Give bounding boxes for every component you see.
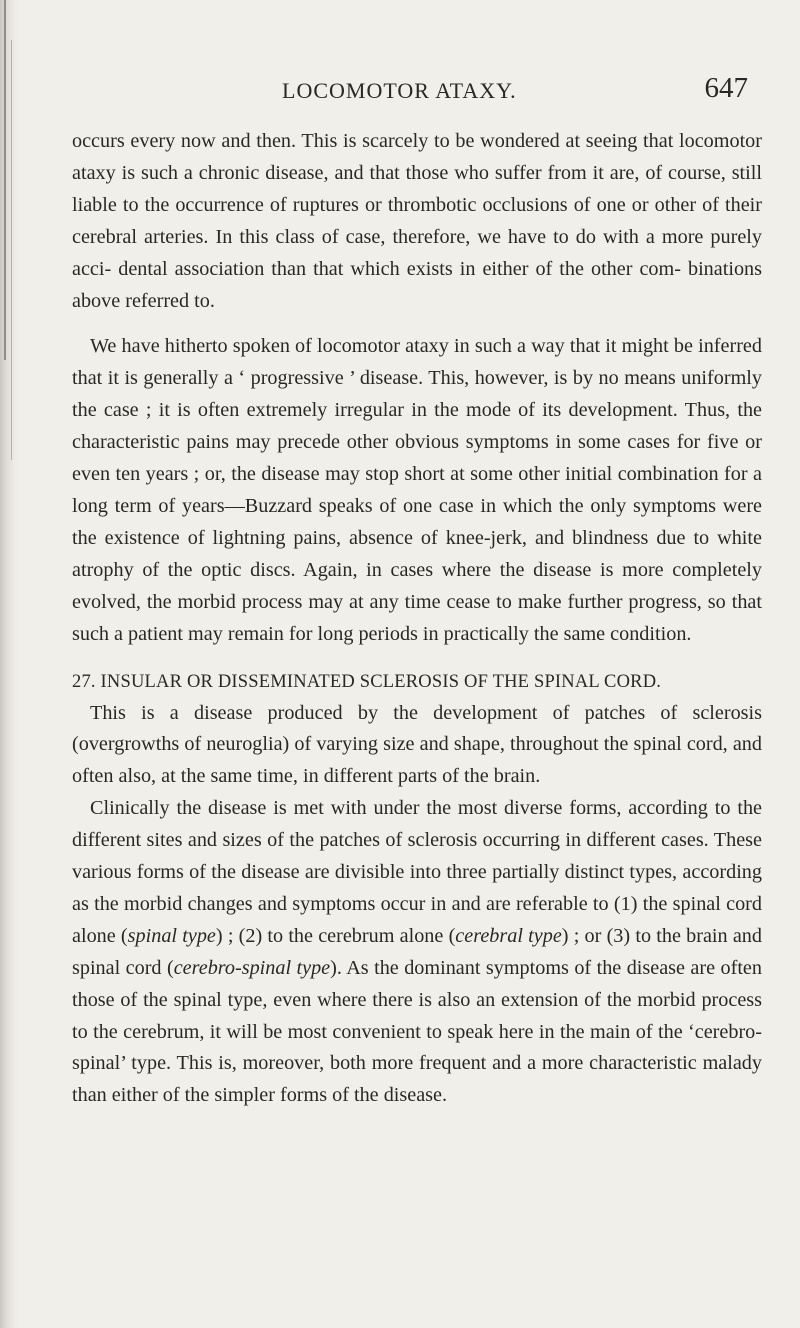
text-run: ) ; (2) to the cerebrum alone ( <box>215 924 456 947</box>
section-heading: 27. INSULAR OR DISSEMINATED SCLEROSIS OF THE SPINAL CORD. <box>72 671 662 692</box>
text-run: Clinically the disease is met with under the most diverse forms, according to the different sites and sizes of the patches of sclerosis occurring in different cases. These various forms of the disease are divisible into three partially distinct types, according as the morbid changes and symptoms occur in and are referable to (1) the spinal cord alone ( <box>72 797 762 947</box>
italic-term-spinal-type: spinal type <box>127 924 216 947</box>
paragraph-progression: We have hitherto spoken of locomotor ataxy in such a way that it might be inferred that it is generally a ‘ progressive ’ disease. This, however, is by no means uniformly the case ; it is often extremely irregular in the mode of its development. Thus, the characteristic pains may precede other obvious symptoms in some cases for five or even ten years ; or, the disease may stop short at some other initial combination for a long term of years—Buzzard speaks of one case in which the only symptoms were the existence of lightning pains, absence of knee-jerk, and blindness due to white atrophy of the optic discs. Again, in cases where the disease is more completely evolved, the morbid process may at any time cease to make further progress, so that such a patient may remain for long periods in practically the same condition. <box>72 335 762 645</box>
binding-edge-line <box>4 0 6 360</box>
paragraph-continuation: occurs every now and then. This is scarcely to be wondered at seeing that locomotor ataxy is such a chronic disease, and that those who suffer from it are, of course, still liable to the occurrence of ruptures or thrombotic occlusions of one or other of their cerebral arteries. In this class of case, therefore, we have to do with a more purely acci- dental association than that which exists in either of the other com- binations above referred to. <box>72 130 762 312</box>
text-run: ) ; or (3) to the brain and spinal cord ( <box>72 924 762 979</box>
binding-edge-line-faint <box>11 40 12 460</box>
text-run: ). As the dominant symptoms of the disease are often those of the spinal type, even where there is also an extension of the morbid process to the cerebrum, it will be most convenient to speak here in the main of the ‘cerebro-spinal’ type. This is, moreover, both more frequent and a more characteristic malady than either of the simpler forms of the disease. <box>72 956 762 1107</box>
italic-term-cerebral-type: cerebral type <box>455 924 562 947</box>
running-head <box>72 72 762 118</box>
paragraph-definition: This is a disease produced by the development of patches of sclerosis (overgrowths of neuroglia) of varying size and shape, throughout the spinal cord, and often also, at the same time, in different parts of the brain. <box>72 701 762 788</box>
running-head-title: LOCOMOTOR ATAXY. <box>282 78 517 103</box>
italic-term-cerebro-spinal-type: cerebro-spinal type <box>173 956 331 979</box>
book-page <box>72 72 762 1112</box>
paragraph-clinical-forms <box>72 793 762 1112</box>
page-gutter-shadow <box>0 0 18 1328</box>
page-number: 647 <box>704 72 748 104</box>
